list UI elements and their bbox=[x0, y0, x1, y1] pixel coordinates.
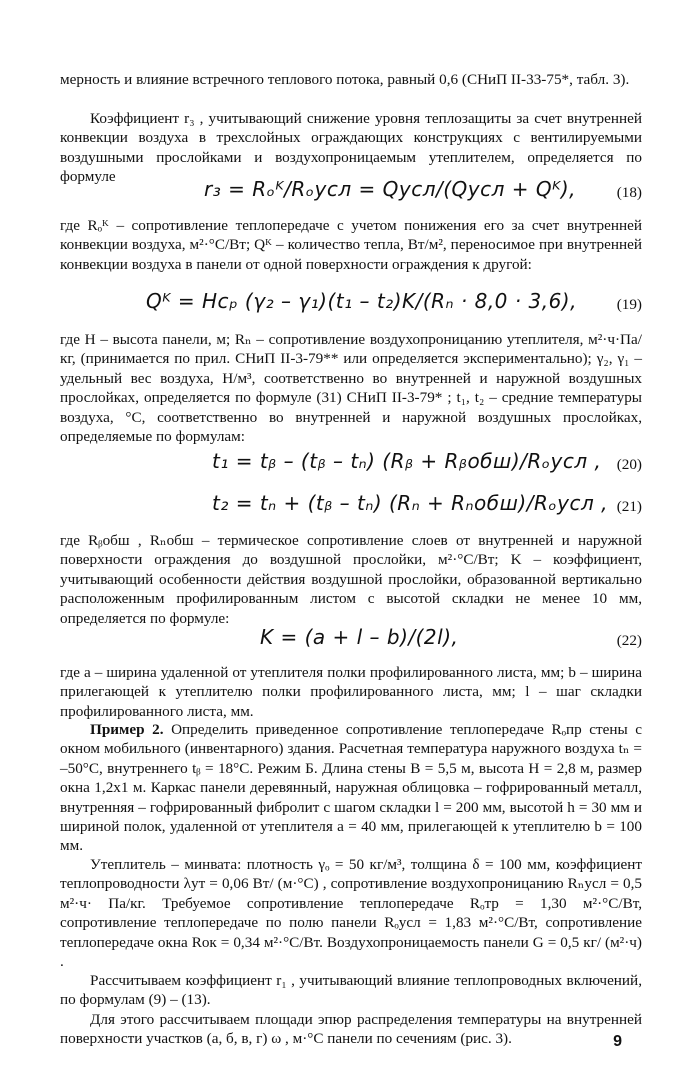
example-text: Определить приведенное сопротивление теплопередаче Rₒпр стены с окном мобильного (инвентарного) здания. Расчетная температура наружного воздуха tₙ = –50°С, внутреннего tᵦ = 18°С. Режим Б. Длина стены B = 5,5 м, высота H = 2,8 м, размер окна 1,2х1 м. Каркас панели деревянный, наружная облицовка – гофрированный металл, внутренняя – гофрированный фибролит с шагом складки l = 200 мм, высотой h = 30 мм и шириной полок, удаленной от утеплителя a = 40 мм, прилегающей к утеплителю b = 100 мм. bbox=[60, 721, 643, 855]
paragraph-insulation: Утеплитель – минвата: плотность γₒ = 50 кг/м³, толщина δ = 100 мм, коэффициент теплопроводности λут = 0,06 Вт/ (м·°С) , сопротивление воздухопроницанию Rₙусл = 0,5 м²·ч· Па/кг. Требуемое сопротивление теплопередаче Rₒтр = 1,30 м²·°С/Вт, сопротивление теплопередаче по полю панели Rₒусл = 1,83 м²·°С/Вт, сопротивление теплопередаче окна Rок = 0,34 м²·°С/Вт. Воздухопроницаемость панели G = 0,5 кг/ (м²·ч) . bbox=[60, 856, 642, 971]
paragraph-example-2 bbox=[60, 720, 642, 856]
equation-formula: Qᴷ = Hcₚ (γ₂ – γ₁)(t₁ – t₂)K/(Rₙ · 8,0 · 3,6), bbox=[146, 289, 577, 313]
equation-formula: r₃ = Rₒᴷ/Rₒусл = Qусл/(Qусл + Qᴷ), bbox=[204, 177, 577, 201]
example-heading: Пример 2. bbox=[90, 721, 164, 738]
equation-number: (22) bbox=[616, 632, 642, 649]
paragraph-r3-intro: Коэффициент r₃ , учитывающий снижение уровня теплозащиты за счет внутренней конвекции воздуха в трехслойных ограждающих конструкциях с вентилируемыми воздушными прослойками и воздухопроницаемым утеплителем, определяется по формуле bbox=[60, 110, 642, 186]
equation-number: (21) bbox=[616, 498, 642, 515]
paragraph-continuation: мерность и влияние встречного теплового потока, равный 0,6 (СНиП II-33-75*, табл. 3). bbox=[60, 71, 630, 88]
paragraph-r1: Рассчитываем коэффициент r₁ , учитывающий влияние теплопроводных включений, по формулам (9) – (13). bbox=[60, 972, 642, 1009]
equation-18 bbox=[60, 177, 642, 208]
paragraph-where-18: где Rₒᴷ – сопротивление теплопередаче с учетом понижения его за счет внутренней конвекции воздуха, м²·°С/Вт; Qᴷ – количество тепла, Вт/м², переносимое при внутренней конвекции воздуха в панели от одной поверхности ограждения к другой: bbox=[60, 217, 642, 273]
equation-20 bbox=[60, 449, 642, 480]
paragraph-where-19: где H – высота панели, м; Rₙ – сопротивление воздухопроницанию утеплителя, м²·ч·Па/кг, (принимается по прил. СНиП II-3-79** или определяется экспериментально); γ₂, γ₁ – удельный вес воздуха, Н/м³, соответственно во внутренней и наружной воздушных прослойках, определяется по формуле (31) СНиП II-3-79* ; t₁, t₂ – средние температуры воздуха, °С, соответственно во внутренней и наружной воздушных прослойках, определяемые по формулам: bbox=[60, 331, 642, 446]
equation-21 bbox=[60, 491, 642, 522]
paragraph-where-22: где a – ширина удаленной от утеплителя полки профилированного листа, мм; b – ширина прилегающей к утеплителю полки профилированного листа, мм; l – шаг складки профилированного листа, мм. bbox=[60, 664, 642, 720]
equation-formula: K = (a + l – b)/(2l), bbox=[260, 625, 459, 649]
paragraph-where-20-21: где Rᵦобш , Rₙобш – термическое сопротивление слоев от внутренней и наружной поверхности ограждения до воздушной прослойки, м²·°С/Вт; K – коэффициент, учитывающий особенности действия воздушной прослойки, образованной вертикально расположенным профилированным листом с высотой складки не менее 10 мм, определяется по формуле: bbox=[60, 532, 642, 627]
equation-formula: t₁ = tᵦ – (tᵦ – tₙ) (Rᵦ + Rᵦобш)/Rₒусл , bbox=[212, 449, 602, 473]
equation-19 bbox=[60, 289, 642, 320]
equation-number: (20) bbox=[616, 456, 642, 473]
page-number: 9 bbox=[613, 1033, 622, 1050]
paragraph-areas: Для этого рассчитываем площади эпюр распределения температуры на внутренней поверхности участков (а, б, в, г) ω , м·°С панели по сечениям (рис. 3). bbox=[60, 1011, 642, 1048]
equation-22 bbox=[60, 625, 642, 656]
equation-number: (18) bbox=[616, 184, 642, 201]
equation-number: (19) bbox=[616, 296, 642, 313]
equation-formula: t₂ = tₙ + (tᵦ – tₙ) (Rₙ + Rₙобш)/Rₒусл , bbox=[212, 491, 608, 515]
